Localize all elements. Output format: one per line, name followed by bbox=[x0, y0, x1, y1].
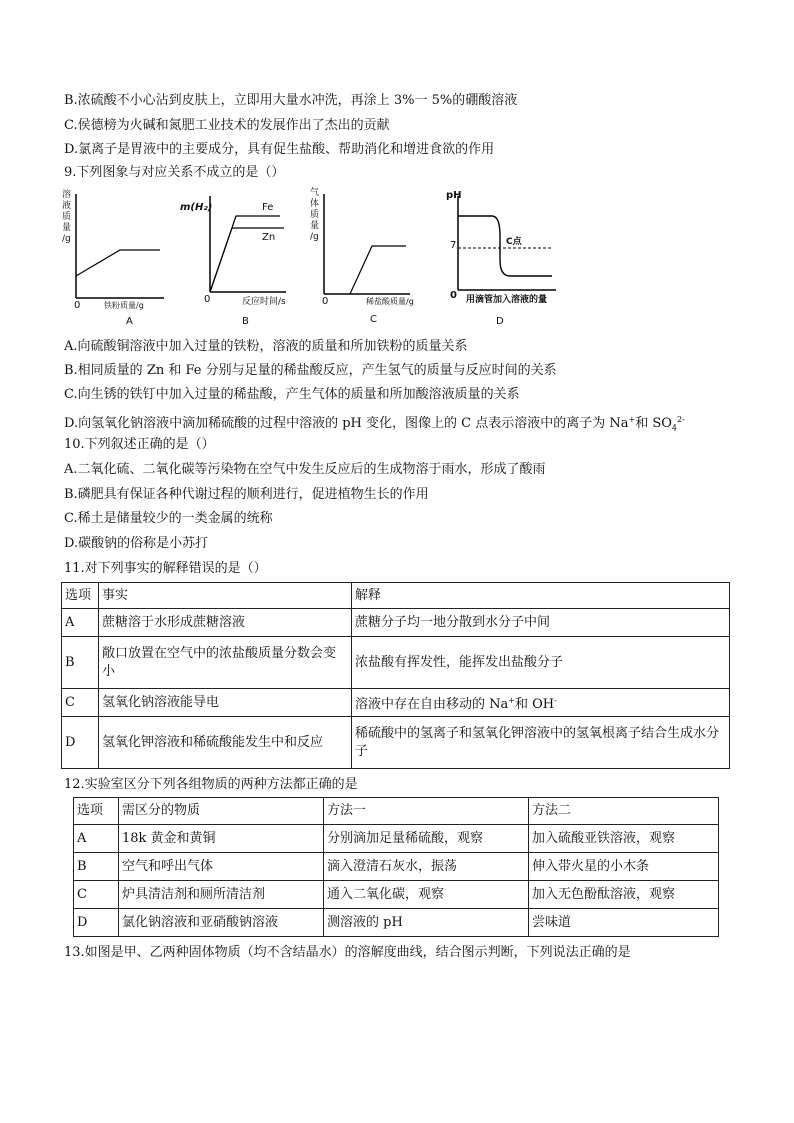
option-10b: B.磷肥具有保证各种代谢过程的顺利进行，促进植物生长的作用 bbox=[64, 487, 429, 502]
table-row bbox=[74, 909, 719, 937]
table-header: 需区分的物质 bbox=[119, 798, 324, 825]
option-9d-sup-plus: + bbox=[628, 415, 636, 424]
table-cell: 浓盐酸有挥发性，能挥发出盐酸分子 bbox=[352, 637, 730, 689]
table-cell: C bbox=[74, 881, 119, 909]
table-cell: D bbox=[62, 717, 99, 769]
table-cell: 蔗糖分子均一地分散到水分子中间 bbox=[352, 609, 730, 637]
question-10: 10.下列叙述正确的是（） bbox=[64, 437, 215, 452]
table-cell: A bbox=[62, 609, 99, 637]
figure-c-graph bbox=[310, 186, 420, 336]
table-cell: C bbox=[62, 689, 99, 717]
table-cell: 18k 黄金和黄铜 bbox=[119, 825, 324, 853]
table-row bbox=[74, 798, 719, 825]
table-cell: 伸入带火星的小木条 bbox=[529, 853, 719, 881]
table-row bbox=[62, 717, 730, 769]
table-header: 方法一 bbox=[324, 798, 529, 825]
cell-sup: - bbox=[554, 695, 557, 705]
figure-b-series-zn: Zn bbox=[262, 232, 276, 243]
option-9d-text: D.向氢氧化钠溶液中滴加稀硫酸的过程中溶液的 pH 变化，图像上的 C 点表示溶液中的离子为 Na bbox=[64, 416, 629, 431]
table-cell: B bbox=[74, 853, 119, 881]
table-row bbox=[62, 583, 730, 609]
option-10a: A.二氧化硫、二氧化碳等污染物在空气中发生反应后的生成物溶于雨水，形成了酸雨 bbox=[64, 462, 546, 477]
table-cell: 氯化钠溶液和亚硝酸钠溶液 bbox=[119, 909, 324, 937]
question-13: 13.如图是甲、乙两种固体物质（均不含结晶水）的溶解度曲线，结合图示判断，下列说法正确的是 bbox=[64, 945, 631, 960]
option-9b: B.相同质量的 Zn 和 Fe 分别与足量的稀盐酸反应，产生氢气的质量与反应时间的关系 bbox=[64, 363, 557, 378]
figure-b bbox=[180, 186, 290, 340]
option-9d bbox=[64, 411, 685, 438]
table-cell: 稀硫酸中的氢离子和氢氧化钾溶液中的氢氧根离子结合生成水分子 bbox=[352, 717, 730, 769]
figure-c-ylabel: 气 体 质 量 /g bbox=[310, 188, 320, 242]
question-9: 9.下列图象与对应关系不成立的是（） bbox=[64, 165, 285, 180]
table-row bbox=[74, 853, 719, 881]
table-header: 选项 bbox=[74, 798, 119, 825]
table-cell: 炉具清洁剂和厕所清洁剂 bbox=[119, 881, 324, 909]
table-cell: 加入无色酚酞溶液，观察 bbox=[529, 881, 719, 909]
table-row bbox=[62, 637, 730, 689]
cell-text: 和 OH bbox=[514, 696, 555, 712]
table-header: 事实 bbox=[99, 583, 352, 609]
line-d8: D.氯离子是胃液中的主要成分，具有促生盐酸、帮助消化和增进食欲的作用 bbox=[64, 142, 495, 157]
table-cell: 氢氧化钠溶液能导电 bbox=[99, 689, 352, 717]
figure-a-ylabel: 溶 液 质 量 /g bbox=[62, 190, 72, 244]
table-cell: B bbox=[62, 637, 99, 689]
table-cell: 测溶液的 pH bbox=[324, 909, 529, 937]
figure-d-tick-7: 7 bbox=[450, 240, 457, 251]
question-11: 11.对下列事实的解释错误的是（） bbox=[64, 561, 267, 576]
table-header: 解释 bbox=[352, 583, 730, 609]
figure-d-graph bbox=[440, 186, 560, 336]
table-cell: 滴入澄清石灰水，振荡 bbox=[324, 853, 529, 881]
figure-d-ylabel: pH bbox=[446, 190, 462, 201]
option-10c: C.稀土是储量较少的一类金属的统称 bbox=[64, 511, 273, 526]
figure-c-origin: 0 bbox=[322, 296, 329, 307]
cell-text: 溶液中存在自由移动的 Na bbox=[355, 696, 509, 712]
figure-a-graph bbox=[60, 186, 170, 336]
table-cell: 蔗糖溶于水形成蔗糖溶液 bbox=[99, 609, 352, 637]
table-row bbox=[62, 609, 730, 637]
table-cell: 敞口放置在空气中的浓盐酸质量分数会变小 bbox=[99, 637, 352, 689]
table-header: 选项 bbox=[62, 583, 99, 609]
figure-d-caption: D bbox=[496, 316, 504, 327]
table-cell: 氢氧化钾溶液和稀硫酸能发生中和反应 bbox=[99, 717, 352, 769]
figure-a-xlabel: 铁粉质量/g bbox=[104, 301, 144, 310]
figure-d-xlabel: 用滴管加入溶液的量 bbox=[466, 295, 548, 305]
table-12 bbox=[73, 797, 719, 937]
table-cell: 分别滴加足量稀硫酸，观察 bbox=[324, 825, 529, 853]
line-c8: C.侯德榜为火碱和氮肥工业技术的发展作出了杰出的贡献 bbox=[64, 118, 390, 133]
figure-d-origin: 0 bbox=[450, 290, 457, 301]
figure-b-origin: 0 bbox=[204, 294, 211, 305]
line-b8: B.浓硫酸不小心沾到皮肤上，立即用大量水冲洗，再涂上 3%一 5%的硼酸溶液 bbox=[64, 93, 518, 108]
figure-c-caption: C bbox=[370, 314, 377, 325]
table-cell bbox=[352, 689, 730, 717]
figure-a bbox=[60, 186, 170, 340]
figure-c bbox=[310, 186, 420, 340]
option-9d-text-mid: 和 SO bbox=[635, 416, 672, 431]
table-cell: 空气和呼出气体 bbox=[119, 853, 324, 881]
table-row bbox=[74, 881, 719, 909]
table-row bbox=[74, 825, 719, 853]
table-cell: A bbox=[74, 825, 119, 853]
figure-a-caption: A bbox=[126, 316, 133, 327]
figure-d-point-label: C点 bbox=[506, 237, 522, 247]
cell-sup: + bbox=[508, 695, 515, 705]
option-10d: D.碳酸钠的俗称是小苏打 bbox=[64, 536, 209, 551]
table-header: 方法二 bbox=[529, 798, 719, 825]
figure-b-caption: B bbox=[242, 316, 249, 327]
figure-b-xlabel: 反应时间/s bbox=[242, 297, 286, 307]
figure-c-xlabel: 稀盐酸质量/g bbox=[366, 297, 414, 306]
table-11 bbox=[61, 582, 730, 769]
table-cell: 加入硫酸亚铁溶液，观察 bbox=[529, 825, 719, 853]
figure-d bbox=[440, 186, 560, 340]
figure-b-ylabel: m(H₂) bbox=[180, 202, 213, 213]
figures-row bbox=[60, 186, 620, 336]
option-9d-sub: 4 bbox=[671, 423, 677, 433]
table-cell: 通入二氧化碳，观察 bbox=[324, 881, 529, 909]
table-cell: D bbox=[74, 909, 119, 937]
option-9c: C.向生锈的铁钉中加入过量的稀盐酸，产生气体的质量和所加酸溶液质量的关系 bbox=[64, 387, 520, 402]
figure-b-series-fe: Fe bbox=[262, 202, 274, 213]
table-cell: 尝味道 bbox=[529, 909, 719, 937]
figure-a-origin: 0 bbox=[74, 300, 81, 311]
question-12: 12.实验室区分下列各组物质的两种方法都正确的是 bbox=[64, 777, 358, 792]
option-9d-sup-charge: 2- bbox=[677, 415, 685, 424]
option-9a: A.向硫酸铜溶液中加入过量的铁粉，溶液的质量和所加铁粉的质量关系 bbox=[64, 339, 468, 354]
table-row bbox=[62, 689, 730, 717]
